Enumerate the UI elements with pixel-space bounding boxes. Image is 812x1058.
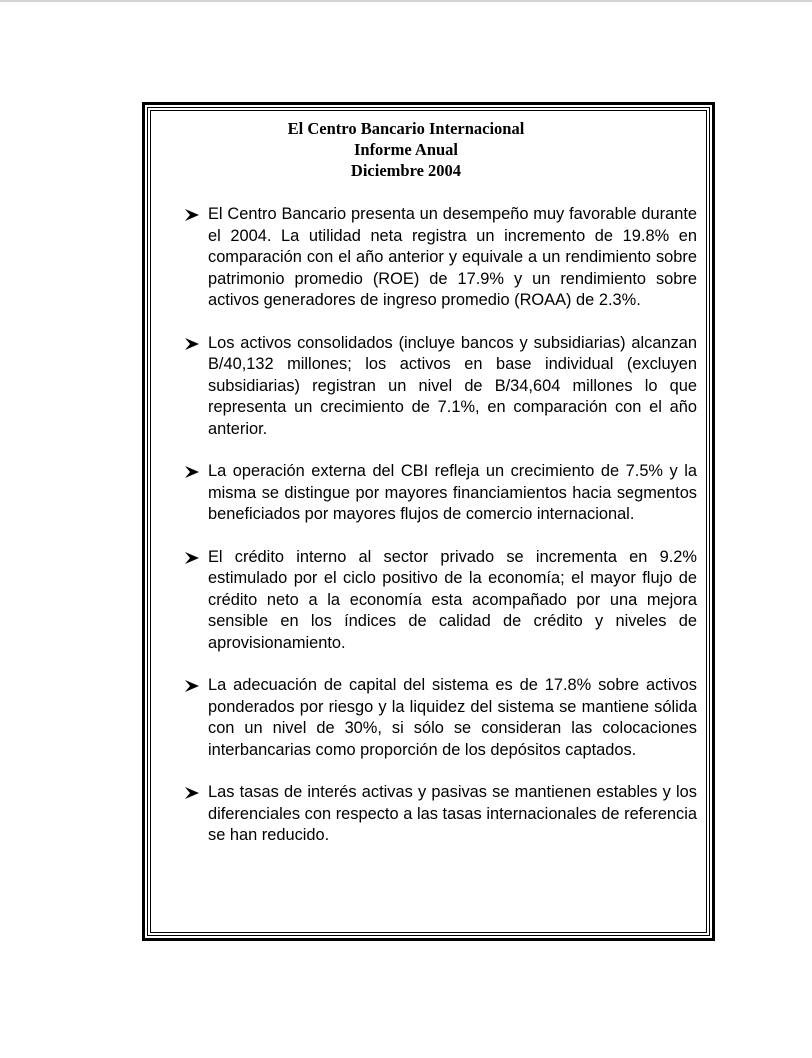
bullet-text: La adecuación de capital del sistema es de 17.8% sobre activos ponderados por riesgo y la liquidez del sistema se mantiene sólida con un nivel de 30%, si sólo se consideran las colocaciones interbancarias como proporción de los depósitos captados. [208,676,697,759]
list-item [185,547,697,655]
arrowhead-bullet-icon [185,787,199,799]
report-header [0,118,812,181]
arrowhead-bullet-icon [185,552,199,564]
arrowhead-bullet-icon [185,466,199,478]
report-subtitle: Informe Anual [353,140,459,159]
bullet-text: Las tasas de interés activas y pasivas se mantienen estables y los diferenciales con respecto a las tasas internacionales de referencia se han reducido. [208,783,697,845]
list-item [185,333,697,441]
list-item [185,461,697,526]
arrowhead-bullet-icon [185,680,199,692]
bullet-text: Los activos consolidados (incluye bancos y subsidiarias) alcanzan B/40,132 millones; los activos en base individual (excluyen subsidiarias) registran un nivel de B/34,604 millones lo que representa un crecimiento de 7.1%, en comparación con el año anterior. [208,333,697,438]
bullet-text: La operación externa del CBI refleja un crecimiento de 7.5% y la misma se distingue por mayores financiamientos hacia segmentos beneficiados por mayores flujos de comercio internacional. [208,462,697,524]
list-item [185,204,697,312]
list-item [185,782,697,847]
bullet-text: El crédito interno al sector privado se incrementa en 9.2% estimulado por el ciclo positivo de la economía; el mayor flujo de crédito neto a la economía esta acompañado por una mejora sensible en los índices de calidad de crédito y niveles de aprovisionamiento. [208,547,697,652]
highlights-list [185,204,697,847]
list-item [185,675,697,761]
arrowhead-bullet-icon [185,338,199,350]
page-top-rule [0,0,812,2]
report-date: Diciembre 2004 [350,161,462,180]
report-title: El Centro Bancario Internacional [287,119,525,138]
arrowhead-bullet-icon [185,209,199,221]
bullet-text: El Centro Bancario presenta un desempeño muy favorable durante el 2004. La utilidad neta registra un incremento de 19.8% en comparación con el año anterior y equivale a un rendimiento sobre patrimonio promedio (ROE) de 17.9% y un rendimiento sobre activos generadores de ingreso promedio (ROAA) de 2.3%. [208,205,697,310]
